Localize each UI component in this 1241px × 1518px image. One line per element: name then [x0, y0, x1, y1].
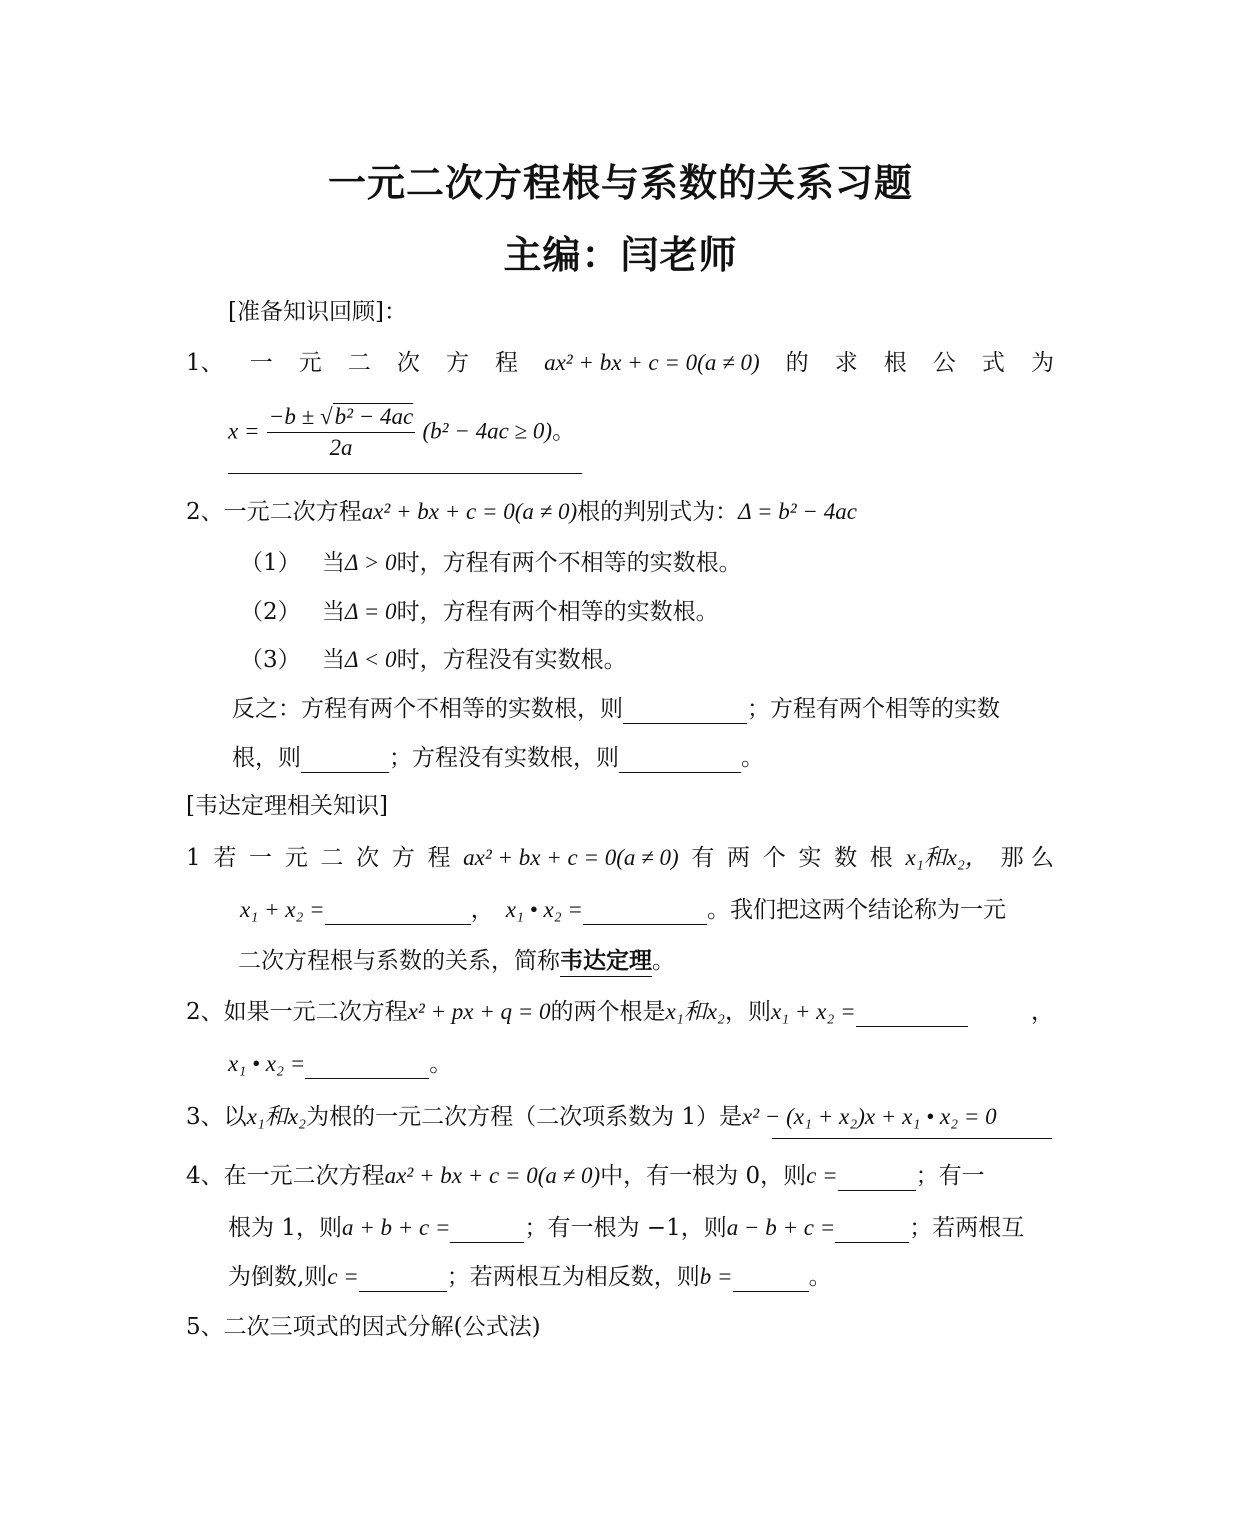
spaced-char: 两	[727, 845, 751, 871]
case-when: 当	[321, 599, 345, 625]
discriminant-label: 根的判别式为：	[577, 499, 739, 525]
separator: ，	[470, 897, 494, 923]
c-equals: c =	[806, 1163, 838, 1188]
spaced-char: 的	[785, 350, 809, 376]
spaced-char: 根	[869, 845, 893, 871]
sum-of-roots: x₁ + x₂ =	[770, 999, 856, 1024]
formula-condition: (b² − 4ac ≥ 0)	[422, 418, 553, 444]
case-condition: Δ > 0	[344, 550, 397, 575]
item-2-main	[186, 997, 968, 1027]
item-text: 。	[429, 1051, 453, 1077]
vieta-item-4-line-3	[228, 1262, 832, 1292]
answer-blank[interactable]	[838, 1166, 916, 1191]
sum-of-roots: x₁ + x₂ =	[240, 897, 325, 922]
formula-underline	[228, 473, 582, 474]
radicand: b² − 4ac	[334, 404, 414, 429]
spaced-char: 次	[356, 845, 380, 871]
spaced-char: 个	[762, 845, 786, 871]
case-number: （2）	[240, 599, 301, 625]
case-when: 当	[321, 550, 345, 576]
equation-underline	[772, 1138, 1052, 1139]
monic-equation: x² + px + q = 0	[407, 999, 551, 1024]
formula-fraction	[267, 402, 415, 463]
case-number: （3）	[240, 647, 301, 673]
answer-blank[interactable]	[359, 1267, 447, 1292]
general-equation: ax² + bx + c = 0(a ≠ 0)	[463, 845, 679, 870]
spaced-char: 数	[834, 845, 858, 871]
item-text: ；有一	[915, 1163, 985, 1189]
spaced-char: 次	[396, 350, 420, 376]
converse-text: ；方程没有实数根，则	[389, 745, 619, 771]
prep-item-2	[186, 497, 857, 527]
item-text: ；有一根为 −1，则	[524, 1215, 727, 1241]
converse-line-2	[232, 743, 764, 773]
prep-item-1	[186, 348, 1054, 378]
converse-text: 反之：方程有两个不相等的实数根，则	[232, 696, 623, 722]
case-2	[240, 597, 719, 627]
general-equation: ax² + bx + c = 0(a ≠ 0)	[361, 499, 578, 524]
vieta-item-5: 5、二次三项式的因式分解(公式法)	[186, 1314, 541, 1340]
vieta-item-3	[186, 1102, 997, 1132]
spaced-char: 求	[834, 350, 858, 376]
spaced-char: 程	[427, 845, 451, 871]
formula-lhs: x =	[228, 418, 260, 444]
a-minus-b-plus-c: a − b + c =	[726, 1215, 836, 1240]
spaced-char: 式	[981, 350, 1005, 376]
case-text: 时，方程有两个相等的实数根。	[396, 599, 719, 625]
b-equals: b =	[699, 1264, 733, 1289]
case-condition: Δ = 0	[344, 599, 397, 624]
spaced-char: 程	[495, 350, 519, 376]
spaced-char: 有	[691, 845, 715, 871]
theorem-text: 。	[652, 948, 675, 974]
vieta-item-2	[186, 997, 1054, 1027]
spaced-char: 二	[347, 350, 371, 376]
spaced-char: 若	[213, 845, 237, 871]
case-condition: Δ < 0	[344, 647, 397, 672]
constructed-equation: x² − (x₁ + x₂)x + x₁ • x₂ = 0	[742, 1104, 997, 1129]
answer-blank[interactable]	[450, 1218, 524, 1243]
vieta-item-1-formulas	[240, 895, 1006, 925]
answer-blank[interactable]	[619, 748, 741, 773]
a-plus-b-plus-c: a + b + c =	[341, 1215, 451, 1240]
item-text: 中，有一根为 0，则	[600, 1163, 807, 1189]
item-text: 为根的一元二次方程（二次项系数为 1）是	[306, 1104, 743, 1130]
c-equals: c =	[327, 1264, 359, 1289]
answer-blank[interactable]	[583, 900, 707, 925]
vieta-item-2-line-2	[228, 1049, 452, 1079]
case-number: （1）	[240, 550, 301, 576]
spaced-char: 方	[445, 350, 469, 376]
document-title: 一元二次方程根与系数的关系习题	[327, 161, 913, 205]
converse-text: 。	[741, 745, 764, 771]
item-label: 1	[186, 845, 201, 871]
item-text: 根为 1，则	[228, 1215, 342, 1241]
vieta-theorem-term: 韦达定理	[560, 948, 652, 977]
prep-heading: [准备知识回顾]：	[228, 299, 407, 325]
item-text: ；若两根互为相反数，则	[446, 1264, 700, 1290]
document-author: 主编：闫老师	[503, 233, 738, 277]
answer-blank[interactable]	[733, 1267, 809, 1292]
spaced-char: 元	[284, 845, 308, 871]
roots: x₁和x₂，	[905, 845, 988, 870]
item-text: 4、在一元二次方程	[186, 1163, 385, 1189]
converse-line-1	[232, 694, 1000, 724]
theorem-text: 二次方程根与系数的关系，简称	[238, 948, 560, 974]
roots: x₁和x₂	[246, 1104, 307, 1129]
spaced-char: 元	[298, 350, 322, 376]
theorem-text: 。我们把这两个结论称为一元	[706, 897, 1006, 923]
formula-end: 。	[552, 418, 576, 445]
answer-blank[interactable]	[856, 1002, 968, 1027]
answer-blank[interactable]	[305, 1054, 429, 1079]
item-2-label: 2、一元二次方程	[186, 499, 362, 525]
answer-blank[interactable]	[835, 1218, 909, 1243]
answer-blank[interactable]	[325, 900, 471, 925]
spaced-char: 实	[798, 845, 822, 871]
item-text: 。	[808, 1264, 832, 1290]
product-of-roots: x₁ • x₂ =	[228, 1051, 306, 1076]
case-text: 时，方程有两个不相等的实数根。	[396, 550, 742, 576]
item-text: 为倒数,则	[228, 1264, 328, 1290]
converse-text: 根，则	[232, 745, 301, 771]
answer-blank[interactable]	[623, 699, 747, 724]
roots: x₁和x₂	[665, 999, 725, 1024]
case-when: 当	[321, 647, 345, 673]
vieta-item-1	[186, 843, 1054, 873]
vieta-item-4	[186, 1161, 985, 1191]
answer-blank[interactable]	[301, 748, 389, 773]
item-1-label: 1、	[186, 350, 224, 376]
converse-text: ；方程有两个相等的实数	[747, 696, 1000, 722]
general-equation: ax² + bx + c = 0(a ≠ 0)	[384, 1163, 601, 1188]
separator: ，	[1031, 999, 1054, 1025]
spaced-char: 一	[249, 350, 273, 376]
item-text: ，则	[724, 999, 771, 1025]
vieta-item-4-line-2	[228, 1213, 1024, 1243]
spaced-char: 一	[249, 845, 273, 871]
spaced-char: 二	[320, 845, 344, 871]
item-text: 2、如果一元二次方程	[186, 999, 408, 1025]
case-text: 时，方程没有实数根。	[396, 647, 627, 673]
formula-numerator: −b ± √b² − 4ac	[267, 402, 415, 433]
product-of-roots: x₁ • x₂ =	[505, 897, 583, 922]
general-equation: ax² + bx + c = 0(a ≠ 0)	[544, 350, 760, 375]
formula-denominator: 2a	[329, 435, 353, 460]
item-text: ；若两根互	[909, 1215, 1025, 1241]
quadratic-formula	[228, 402, 575, 463]
then-text: 那 么	[1000, 845, 1054, 871]
case-1	[240, 548, 742, 578]
vieta-item-1-line-3	[238, 946, 675, 976]
case-3	[240, 645, 627, 675]
spaced-char: 根	[883, 350, 907, 376]
spaced-char: 公	[932, 350, 956, 376]
spaced-char: 方	[391, 845, 415, 871]
numerator-prefix: −b ±	[268, 404, 320, 429]
item-text: 的两个根是	[550, 999, 666, 1025]
item-text: 3、以	[186, 1104, 247, 1130]
vieta-heading: [韦达定理相关知识]	[186, 793, 388, 819]
discriminant-formula: Δ = b² − 4ac	[738, 499, 857, 524]
spaced-char: 为	[1030, 350, 1054, 376]
